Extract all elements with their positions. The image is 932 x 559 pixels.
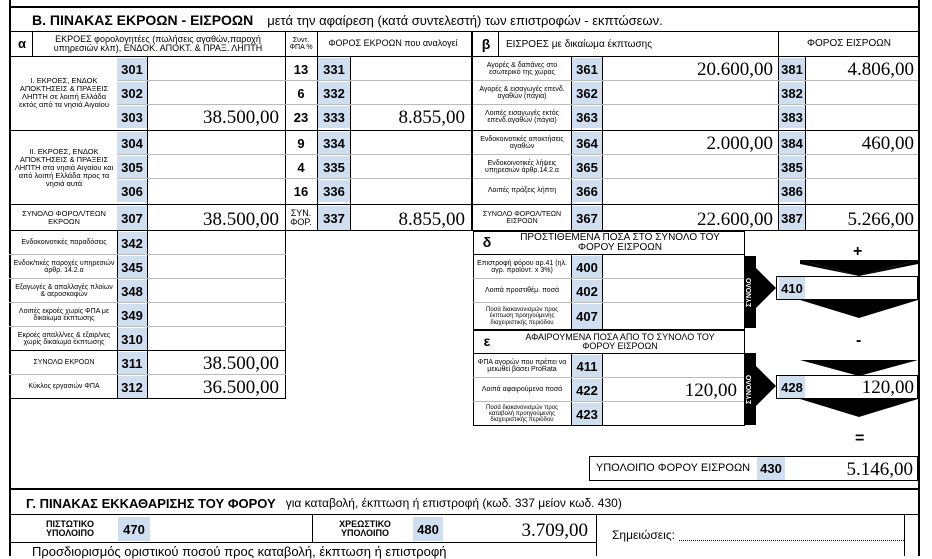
rule — [117, 130, 471, 131]
rule — [473, 104, 918, 105]
debit-label: ΧΡΕΩΣΤΙΚΟ ΥΠΟΛΟΙΠΟ — [339, 518, 391, 538]
value-349[interactable] — [148, 304, 283, 326]
code-365: 365 — [572, 156, 602, 178]
lower-label: Εξαγωγές & απαλλαγές πλοίων & αεροσκαφών — [15, 283, 113, 298]
value-383[interactable] — [806, 106, 918, 128]
value-402[interactable] — [603, 280, 741, 302]
chevron-up-icon — [800, 399, 918, 425]
minus-sign: - — [856, 332, 862, 349]
rule — [9, 488, 920, 490]
value-381[interactable]: 4.806,00 — [847, 59, 914, 80]
value-365[interactable] — [603, 156, 777, 178]
code-301: 301 — [117, 58, 147, 80]
code-306: 306 — [117, 180, 147, 202]
code-303: 303 — [117, 106, 147, 128]
rule — [473, 154, 918, 155]
rule — [117, 178, 471, 179]
epsilon-label: Ποσά διακανονισμών προς καταβολή προηγούμενης διαχειριστικής περιόδου — [485, 404, 558, 424]
rule — [571, 353, 572, 426]
value-305[interactable] — [148, 156, 283, 178]
rule — [317, 32, 318, 56]
rule — [117, 204, 471, 205]
code-381: 381 — [779, 58, 805, 80]
code-423: 423 — [572, 403, 602, 425]
rule — [9, 302, 286, 303]
code-382: 382 — [779, 82, 805, 104]
inflow-label: Ενδοκοινοτικές αποκτήσεις αγαθών — [480, 135, 564, 150]
chevron-up-icon — [800, 300, 918, 326]
value-387[interactable]: 5.266,00 — [847, 209, 914, 230]
value-334[interactable] — [351, 132, 469, 154]
code-302: 302 — [117, 82, 147, 104]
code-411: 411 — [572, 355, 602, 377]
rule — [312, 515, 313, 543]
rule — [147, 230, 148, 398]
rule — [778, 32, 779, 56]
code-366: 366 — [572, 180, 602, 202]
outflows-header: ΕΚΡΟΕΣ φορολογητέες (πωλήσεις αγαθών,παροχή υπηρεσιών κλπ), ΕΝΔΟΚ. ΑΠΟΚΤ. & ΠΡΑΞ. ΛΗΠΤΗ — [53, 33, 263, 53]
value-407[interactable] — [603, 304, 741, 329]
rule — [571, 254, 572, 330]
value-366[interactable] — [603, 180, 777, 202]
section-b-subtitle: μετά την αφαίρεση (κατά συντελεστή) των επιστροφών - εκπτώσεων. — [267, 12, 663, 28]
group1-label: Ι. ΕΚΡΟΕΣ, ΕΝΔΟΚ ΑΠΟΚΤΗΣΕΙΣ & ΠΡΑΞΕΙΣ ΛΗΠΤΗ σε λοιπή Ελλάδα εκτός από τα νησιά Αιγαίου — [19, 76, 109, 109]
code-342: 342 — [117, 232, 147, 254]
value-302[interactable] — [148, 82, 283, 104]
rule — [471, 32, 473, 56]
delta-label: Επιστροφή φόρου αρ.41 (ηλ. αγρ. προϊόντ. x 3%) — [477, 259, 567, 274]
value-303[interactable]: 38.500,00 — [203, 107, 279, 128]
value-301[interactable] — [148, 58, 283, 80]
code-311: 311 — [117, 352, 147, 374]
value-363[interactable] — [603, 106, 777, 128]
rule — [9, 230, 473, 231]
value-382[interactable] — [806, 82, 918, 104]
rule — [285, 230, 286, 398]
code-331: 331 — [318, 58, 350, 80]
section-c-subtitle: για καταβολή, έκπτωση ή επιστροφή (κωδ. 337 μείον κωδ. 430) — [285, 496, 622, 510]
bottom-text: Προσδιορισμός οριστικού ποσού προς καταβολή, έκπτωση ή επιστροφή — [32, 544, 447, 559]
value-480[interactable]: 3.709,00 — [521, 520, 588, 541]
rule — [498, 32, 499, 56]
delta-title: ΠΡΟΣΤΙΘΕΜΕΝΑ ΠΟΣΑ ΣΤΟ ΣΥΝΟΛΟ ΤΟΥ ΦΟΡΟΥ ΕΙΣΡΟΩΝ — [520, 231, 720, 253]
code-312: 312 — [117, 376, 147, 398]
value-400[interactable] — [603, 256, 741, 278]
rate-6: 6 — [297, 85, 305, 101]
value-342[interactable] — [148, 232, 283, 254]
code-361: 361 — [572, 58, 602, 80]
epsilon-letter: ε — [483, 332, 491, 349]
value-312[interactable]: 36.500,00 — [203, 377, 279, 398]
epsilon-title: ΑΦΑΙΡΟΥΜΕΝΑ ΠΟΣΑ ΑΠΟ ΤΟ ΣΥΝΟΛΟ ΤΟΥ ΦΟΡΟΥ ΕΙΣΡΟΩΝ — [525, 331, 715, 351]
value-362[interactable] — [603, 82, 777, 104]
code-480: 480 — [413, 517, 443, 541]
section-b-header — [32, 9, 663, 31]
value-428[interactable]: 120,00 — [861, 377, 914, 398]
rule — [904, 515, 905, 556]
epsilon-label: ΦΠΑ αγορών που πρέπει να μειωθεί βάσει ProRata — [477, 358, 567, 373]
rule — [117, 230, 118, 398]
code-333: 333 — [318, 106, 350, 128]
epsilon-arrow-icon — [756, 366, 776, 406]
value-335[interactable] — [351, 156, 469, 178]
code-307: 307 — [117, 206, 147, 230]
rule — [473, 254, 745, 255]
rule — [473, 80, 918, 81]
rate-13: 13 — [293, 61, 309, 77]
delta-label: Λοιπά προστιθέμ. ποσά — [484, 287, 560, 295]
inflow-label: Λοιπές εισαγωγές εκτός επενδ.αγαθών (πάγια) — [485, 109, 559, 124]
inflow-label: Λοιπές πράξεις λήπτη — [487, 187, 557, 195]
code-383: 383 — [779, 106, 805, 128]
value-311[interactable]: 38.500,00 — [203, 353, 279, 374]
output-tax-header: ΦΟΡΟΣ ΕΚΡΟΩΝ που αναλογεί — [328, 38, 458, 49]
box-428 — [776, 375, 918, 399]
code-334: 334 — [318, 132, 350, 154]
rule — [473, 377, 745, 378]
delta-sum-label: ΣΥΝΟΛΟ — [744, 256, 756, 328]
code-387: 387 — [779, 206, 805, 230]
code-430: 430 — [757, 457, 785, 480]
code-400: 400 — [572, 256, 602, 278]
rule — [596, 515, 597, 556]
code-345: 345 — [117, 256, 147, 278]
rule — [473, 204, 918, 205]
group2-label: ΙΙ. ΕΚΡΟΕΣ, ΕΝΔΟΚ ΑΠΟΚΤΗΣΕΙΣ & ΠΡΑΞΕΙΣ ΛΗΠΤΗ στα νησιά Αιγαίου και από λοιπή Ελλάδα προς τα νησιά αυτά — [14, 147, 114, 188]
notes-label: Σημειώσεις: — [612, 528, 675, 542]
value-411[interactable] — [603, 355, 741, 377]
code-384: 384 — [779, 132, 805, 154]
rule — [9, 326, 286, 327]
section-b-title: Β. ΠΙΝΑΚΑΣ ΕΚΡΟΩΝ - ΕΙΣΡΟΩΝ — [32, 12, 254, 28]
rule — [117, 80, 471, 81]
code-363: 363 — [572, 106, 602, 128]
rule — [473, 401, 745, 402]
rule — [9, 514, 920, 515]
inflow-label: Ενδοκοινοτικές λήψεις υπηρεσιών άρθρ.14.2.α — [485, 159, 559, 174]
inflow-label: Αγορές & εισαγωγές επενδ. αγαθών (πάγια) — [479, 85, 565, 100]
rule — [9, 278, 286, 279]
inflow-label: Αγορές & δαπάνες στο εσωτερικό της χώρας — [486, 61, 558, 76]
code-364: 364 — [572, 132, 602, 154]
rule — [9, 542, 597, 543]
input-tax-header: ΦΟΡΟΣ ΕΙΣΡΟΩΝ — [807, 37, 891, 49]
value-470[interactable] — [151, 517, 311, 541]
code-402: 402 — [572, 280, 602, 302]
rule — [473, 130, 918, 131]
remainder-label: ΥΠΟΛΟΙΠΟ ΦΟΡΟΥ ΕΙΣΡΟΩΝ — [595, 461, 751, 474]
code-332: 332 — [318, 82, 350, 104]
value-386[interactable] — [806, 180, 918, 202]
value-430[interactable]: 5.146,00 — [846, 459, 913, 480]
rate-9: 9 — [297, 135, 305, 151]
code-337: 337 — [318, 206, 350, 230]
box-410 — [776, 276, 918, 300]
code-422: 422 — [572, 379, 602, 401]
value-336[interactable] — [351, 180, 469, 202]
rate-total: ΣΥΝ. ΦΟΡ. — [290, 207, 312, 227]
value-332[interactable] — [351, 82, 469, 104]
value-423[interactable] — [603, 403, 741, 425]
rule — [9, 204, 117, 205]
rule — [473, 302, 745, 303]
rule — [9, 254, 286, 255]
code-362: 362 — [572, 82, 602, 104]
value-304[interactable] — [148, 132, 283, 154]
section-c-header — [26, 493, 622, 513]
value-361[interactable]: 20.600,00 — [697, 59, 773, 80]
rule — [602, 353, 603, 426]
code-349: 349 — [117, 304, 147, 326]
section-c-title: Γ. ΠΙΝΑΚΑΣ ΕΚΚΑΘΑΡΙΣΗΣ ΤΟΥ ΦΟΡΟΥ — [26, 495, 276, 511]
inflows-header: ΕΙΣΡΟΕΣ με δικαίωμα έκπτωσης — [506, 38, 653, 50]
rate-23: 23 — [293, 109, 309, 125]
code-304: 304 — [117, 132, 147, 154]
beta-letter: β — [481, 35, 491, 52]
code-407: 407 — [572, 304, 602, 329]
value-345[interactable] — [148, 256, 283, 278]
alpha-letter: α — [18, 36, 26, 52]
code-385: 385 — [779, 156, 805, 178]
lower-label: Ενδοκοινοτικές παραδόσεις — [21, 239, 107, 247]
value-310[interactable] — [148, 328, 283, 350]
rate-16: 16 — [293, 183, 309, 199]
code-336: 336 — [318, 180, 350, 202]
rule — [473, 353, 745, 354]
lower-label: Κύκλος εργασιών ΦΠΑ — [28, 383, 100, 391]
value-307[interactable]: 38.500,00 — [203, 209, 279, 230]
rule — [285, 32, 286, 56]
equals-sign: = — [855, 430, 865, 447]
value-331[interactable] — [351, 58, 469, 80]
delta-letter: δ — [482, 233, 492, 250]
rule — [602, 254, 603, 330]
value-385[interactable] — [806, 156, 918, 178]
lower-label: Εκροές απαλλ/νες & εξαιρ/νες χωρίς δικαίωμα έκπτωσης — [17, 331, 111, 346]
rule — [9, 130, 117, 131]
lower-label: Ενδοκ/τικές παροχές υπηρεσιών άρθρ. 14.2.α — [13, 259, 115, 274]
value-384[interactable]: 460,00 — [861, 133, 914, 154]
value-306[interactable] — [148, 180, 283, 202]
value-337[interactable]: 8.855,00 — [398, 209, 465, 230]
inflow-label: ΣΥΝΟΛΟ ΦΟΡΟΛ/ΤΕΩΝ ΕΙΣΡΟΩΝ — [482, 210, 562, 225]
rule — [32, 32, 33, 56]
rule — [117, 104, 471, 105]
code-470: 470 — [118, 517, 150, 541]
code-428: 428 — [779, 376, 805, 398]
total-out-label: ΣΥΝΟΛΟ ΦΟΡΟΛ/ΤΕΩΝ ΕΚΡΟΩΝ — [22, 209, 106, 226]
plus-sign: + — [853, 243, 863, 260]
rule — [9, 350, 286, 351]
rule — [117, 154, 471, 155]
frame-top — [9, 6, 920, 8]
chevron-down-icon — [800, 350, 918, 376]
credit-label: ΠΙΣΤΩΤΙΚΟ ΥΠΟΛΟΙΠΟ — [45, 518, 95, 538]
code-367: 367 — [572, 206, 602, 230]
lower-label: Λοιπές εκροές χωρίς ΦΠΑ με δικαίωμα έκπτωσης — [18, 307, 110, 322]
epsilon-label: Λοιπά αφαιρούμενα ποσά — [481, 386, 563, 394]
code-305: 305 — [117, 156, 147, 178]
code-335: 335 — [318, 156, 350, 178]
epsilon-sum-label: ΣΥΝΟΛΟ — [744, 353, 756, 425]
value-422[interactable]: 120,00 — [684, 380, 737, 401]
rule — [9, 374, 286, 375]
rule — [473, 178, 918, 179]
value-333[interactable]: 8.855,00 — [398, 107, 465, 128]
code-410: 410 — [779, 277, 805, 299]
value-364[interactable]: 2.000,00 — [706, 133, 773, 154]
value-367[interactable]: 22.600,00 — [697, 209, 773, 230]
notes-line[interactable] — [679, 540, 904, 541]
rule — [473, 278, 745, 279]
delta-label: Ποσά διακανονισμών προς έκπτωση προηγούμενης διαχειριστικής περιόδου — [485, 307, 558, 326]
delta-arrow-icon — [756, 268, 776, 308]
value-348[interactable] — [148, 280, 283, 302]
frame-right — [918, 0, 920, 556]
code-310: 310 — [117, 328, 147, 350]
rate-4: 4 — [297, 159, 305, 175]
code-348: 348 — [117, 280, 147, 302]
rule — [9, 56, 920, 57]
vat-pct-header: Συντ. ΦΠΑ % — [289, 36, 313, 51]
lower-label: ΣΥΝΟΛΟ ΕΚΡΟΩΝ — [33, 359, 95, 367]
code-386: 386 — [779, 180, 805, 202]
rule — [9, 398, 286, 399]
